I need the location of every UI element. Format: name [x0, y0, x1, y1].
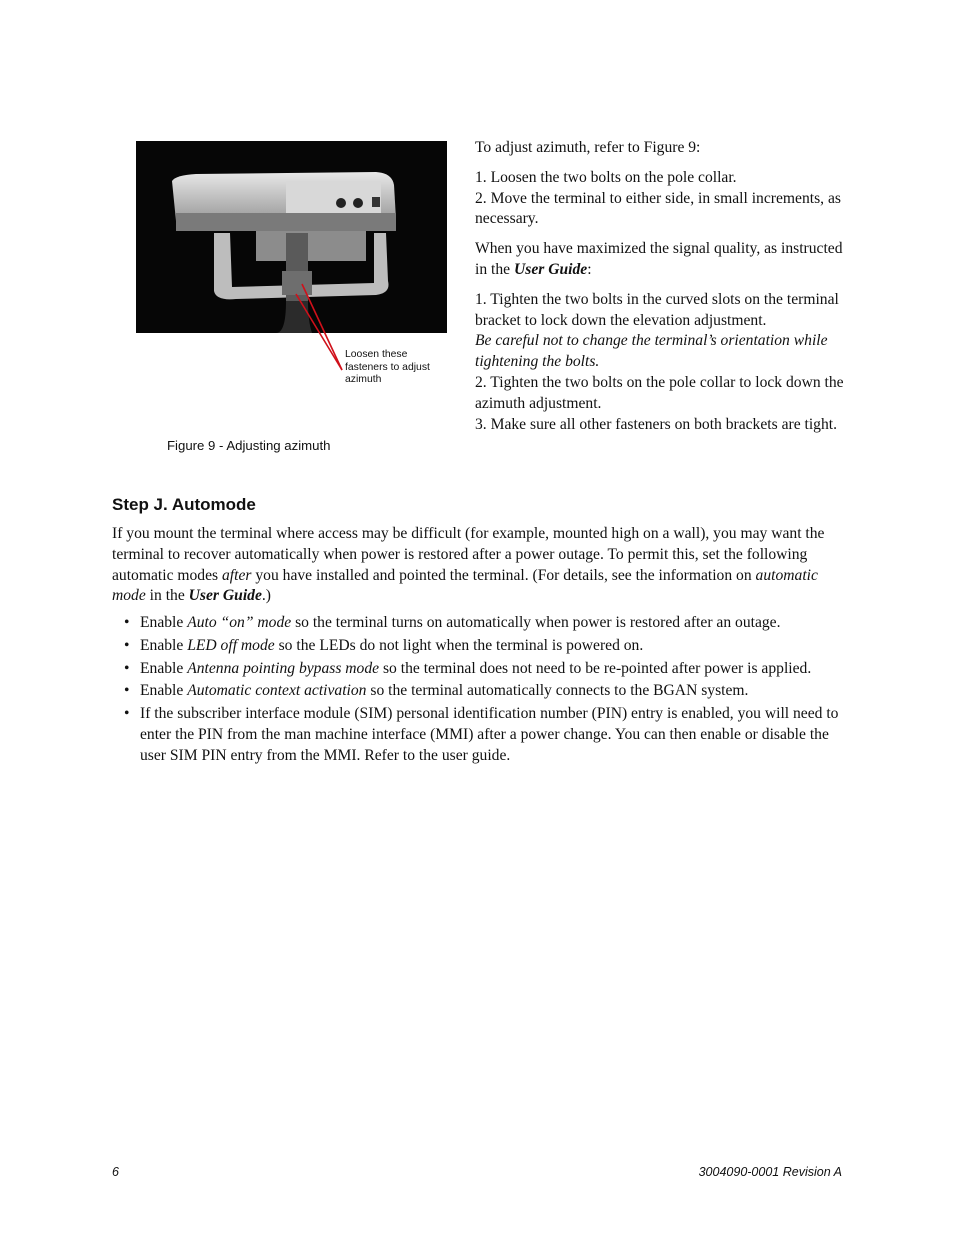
- section-intro: If you mount the terminal where access may be difficult (for example, mounted high on a wall), you may want the terminal to recover automatically when power is restored after a power outage. To permit this, set the following automatic modes after you have installed and pointed the terminal. (For details, see the information on automatic mode in the User Guide.): [112, 525, 825, 605]
- right-column: [475, 138, 845, 435]
- azimuth-step-2: 2. Move the terminal to either side, in small increments, as necessary.: [475, 189, 841, 228]
- list-item: • Enable LED off mode so the LEDs do not light when the terminal is powered on.: [124, 636, 644, 654]
- tighten-step-3: 3. Make sure all other fasteners on both brackets are tight.: [475, 415, 837, 433]
- callout-arrow-lower: [296, 294, 342, 370]
- azimuth-step-1: 1. Loosen the two bolts on the pole collar.: [475, 168, 737, 186]
- azimuth-intro: To adjust azimuth, refer to Figure 9:: [475, 139, 701, 156]
- list-item: • Enable Antenna pointing bypass mode so the terminal does not need to be re-pointed after power is applied.: [124, 659, 812, 677]
- list-item: • Enable Auto “on” mode so the terminal turns on automatically when power is restored after an outage.: [124, 614, 781, 631]
- figure-callout: Loosen these fasteners to adjust azimuth: [345, 349, 430, 386]
- list-item: • If the subscriber interface module (SIM) personal identification number (PIN) entry is enabled, you will need to enter the PIN from the man machine interface (MMI) after a power change. You can then enable or disable the user SIM PIN entry from the MMI. Refer to the user guide.: [124, 705, 839, 764]
- list-item: • Enable Automatic context activation so the terminal automatically connects to the BGAN system.: [124, 682, 749, 700]
- tighten-step-2: 2. Tighten the two bolts on the pole collar to lock down the azimuth adjustment.: [475, 373, 844, 412]
- user-guide-reference: User Guide: [513, 260, 588, 278]
- callout-arrow-upper: [302, 284, 342, 370]
- section-heading: Step J. Automode: [112, 495, 256, 514]
- page-number: 6: [112, 1165, 119, 1179]
- orientation-warning: Be careful not to change the terminal’s orientation while tightening the bolts.: [475, 332, 828, 371]
- signal-maximized-text: When you have maximized the signal quality, as instructed in the User Guide:: [475, 240, 843, 278]
- automode-list: [112, 613, 847, 769]
- tighten-step-1: 1. Tighten the two bolts in the curved slots on the terminal bracket to lock down the elevation adjustment.: [475, 290, 839, 329]
- figure-caption: Figure 9 - Adjusting azimuth: [167, 438, 331, 453]
- document-id: 3004090-0001 Revision A: [698, 1165, 842, 1179]
